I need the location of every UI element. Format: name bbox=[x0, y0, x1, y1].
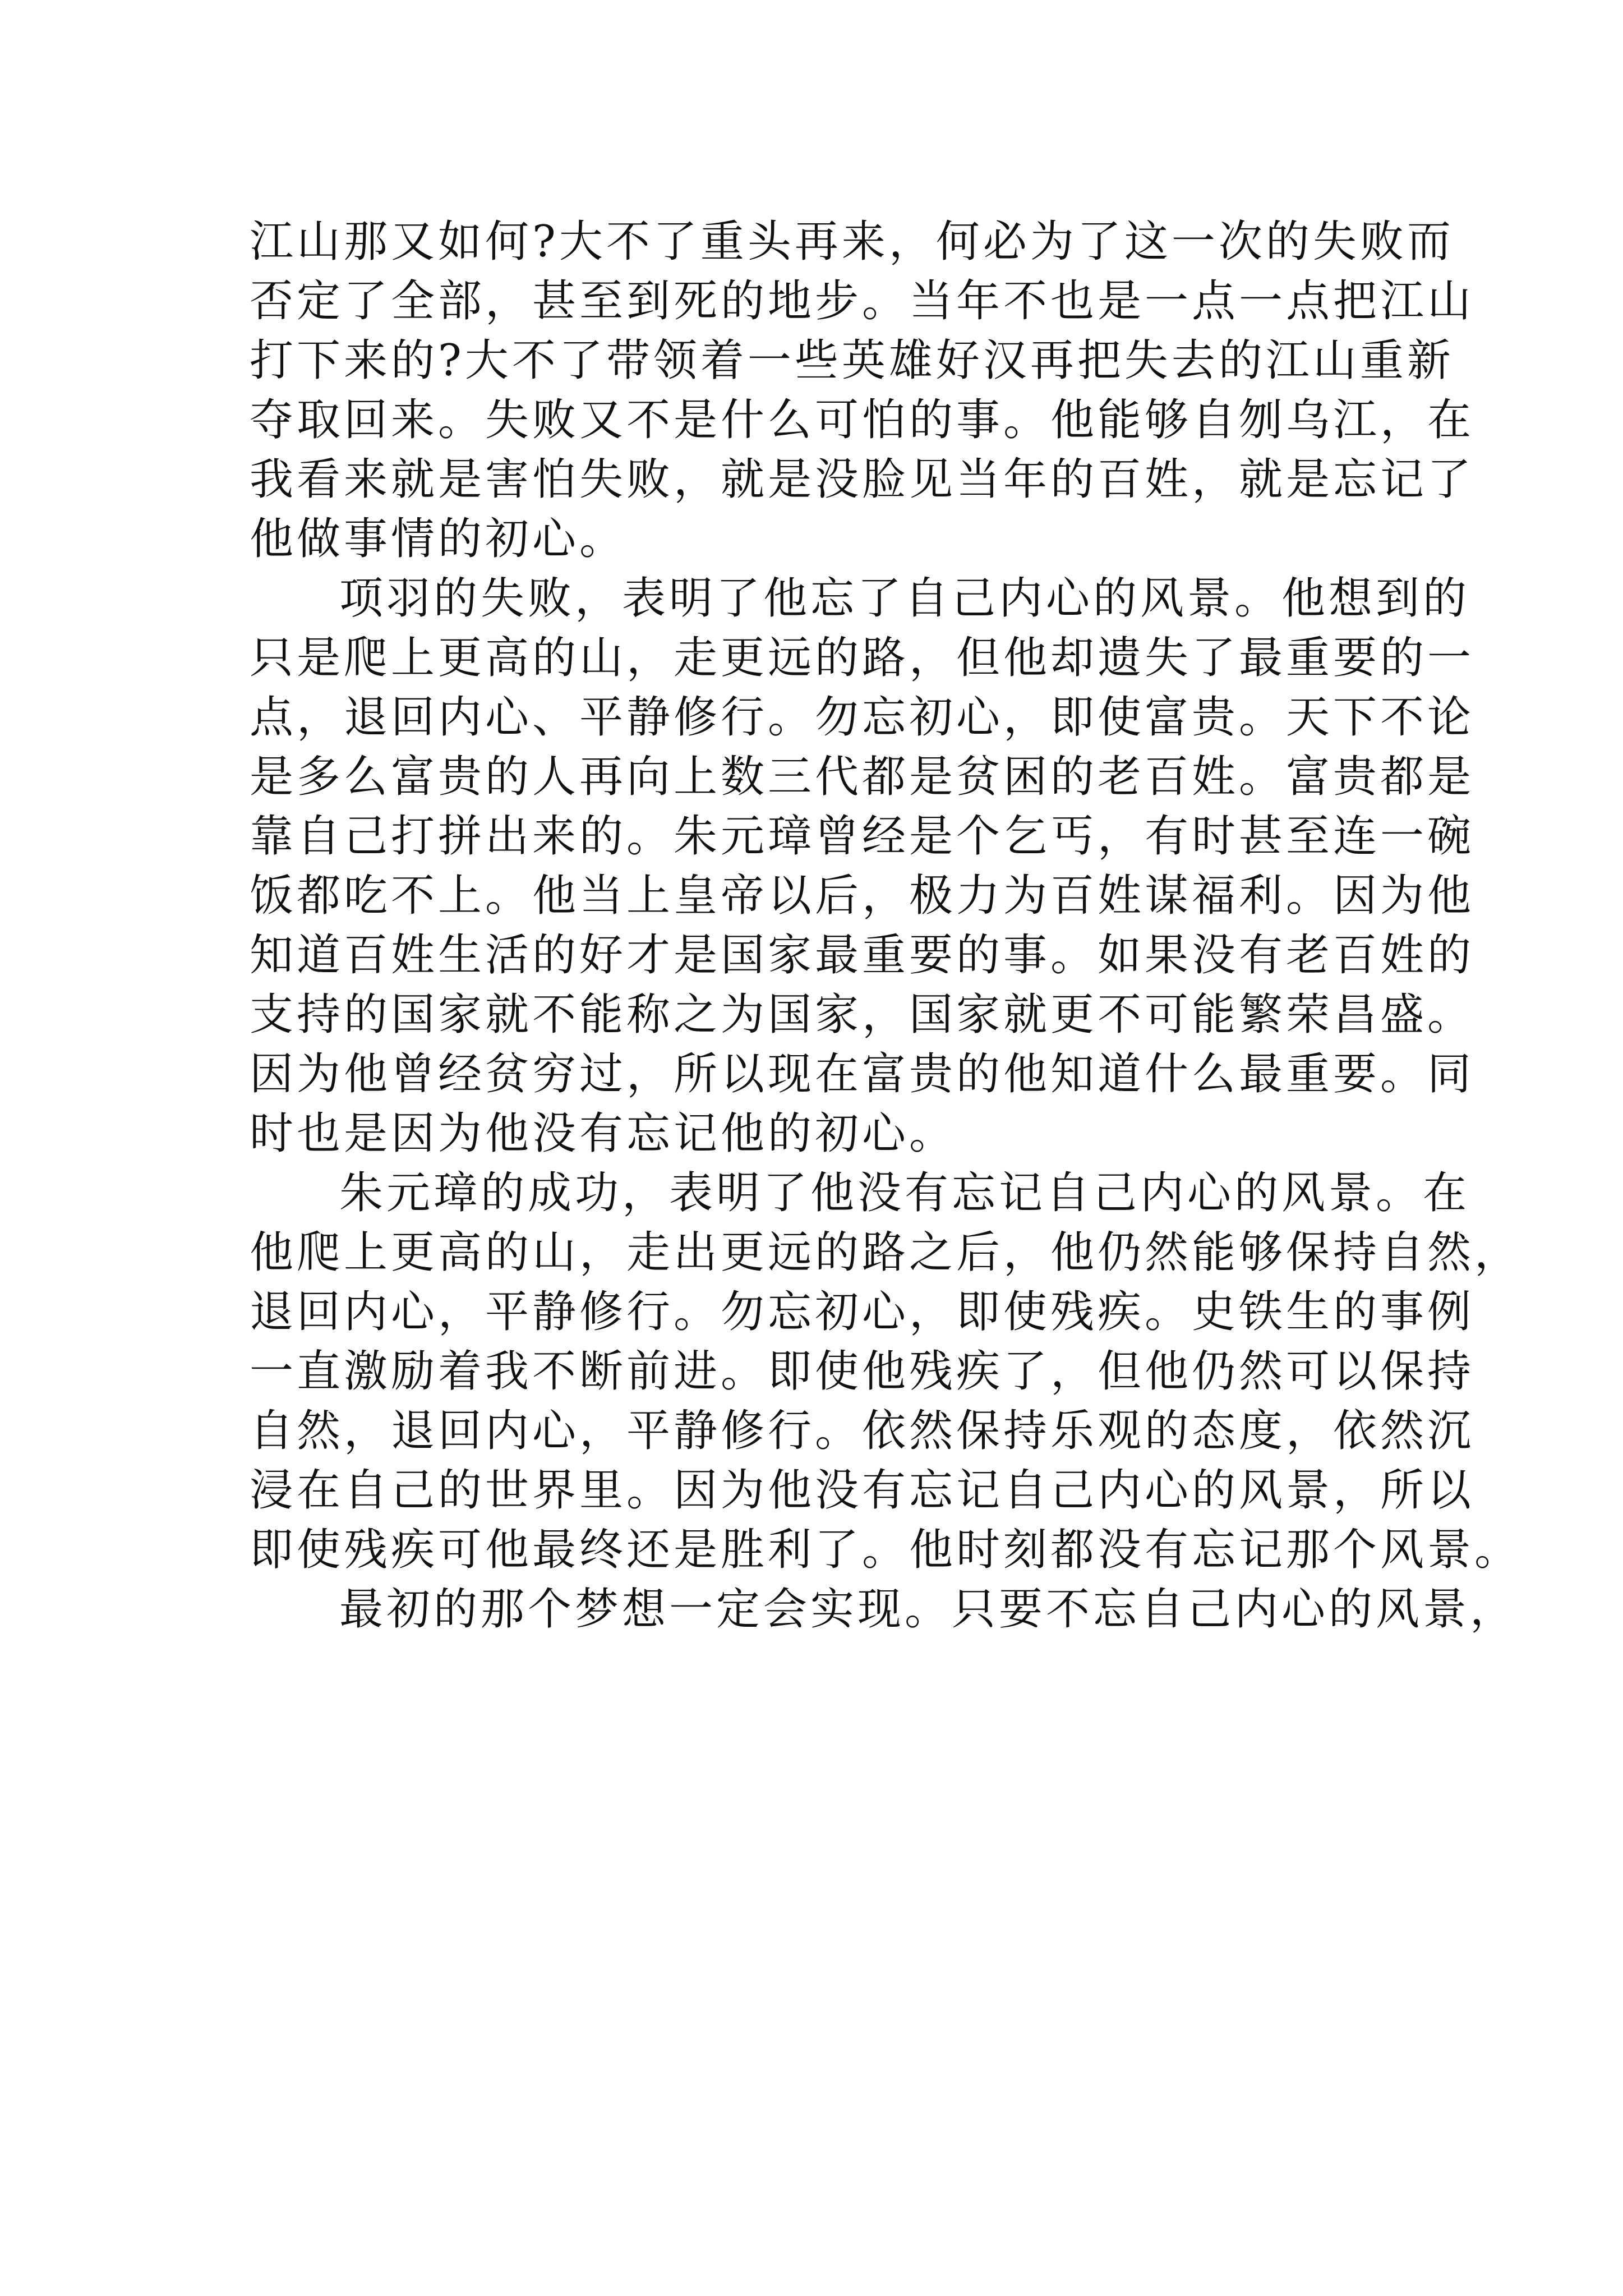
text-line: 我看来就是害怕失败，就是没脸见当年的百姓，就是忘记了 bbox=[250, 454, 1475, 505]
text-line: 支持的国家就不能称之为国家，国家就更不可能繁荣昌盛。 bbox=[250, 990, 1475, 1040]
text-line: 饭都吃不上。他当上皇帝以后，极力为百姓谋福利。因为他 bbox=[250, 871, 1475, 921]
text-line: 否定了全部，甚至到死的地步。当年不也是一点一点把江山 bbox=[250, 276, 1475, 326]
paragraph-start-line: 朱元璋的成功，表明了他没有忘记自己内心的风景。在 bbox=[339, 1168, 1470, 1218]
text-line: 靠自己打拼出来的。朱元璋曾经是个乞丐，有时甚至连一碗 bbox=[250, 811, 1475, 862]
text-line: 夺取回来。失败又不是什么可怕的事。他能够自刎乌江，在 bbox=[250, 395, 1475, 445]
text-line: 浸在自己的世界里。因为他没有忘记自己内心的风景，所以 bbox=[250, 1465, 1475, 1516]
text-line: 知道百姓生活的好才是国家最重要的事。如果没有老百姓的 bbox=[250, 930, 1475, 981]
text-line: 江山那又如何?大不了重头再来，何必为了这一次的失败而 bbox=[250, 217, 1454, 267]
paragraph-start-line: 项羽的失败，表明了他忘了自己内心的风景。他想到的 bbox=[339, 573, 1470, 624]
text-line: 他爬上更高的山，走出更远的路之后，他仍然能够保持自然， bbox=[250, 1227, 1522, 1278]
text-line: 自然，退回内心，平静修行。依然保持乐观的态度，依然沉 bbox=[250, 1406, 1475, 1456]
text-line: 退回内心，平静修行。勿忘初心，即使残疾。史铁生的事例 bbox=[250, 1287, 1475, 1337]
paragraph-start-line: 最初的那个梦想一定会实现。只要不忘自己内心的风景， bbox=[339, 1584, 1518, 1635]
text-line: 点，退回内心、平静修行。勿忘初心，即使富贵。天下不论 bbox=[250, 692, 1475, 743]
text-line: 打下来的?大不了带领着一些英雄好汉再把失去的江山重新 bbox=[250, 335, 1454, 386]
text-line: 他做事情的初心。 bbox=[250, 514, 627, 564]
text-line: 即使残疾可他最终还是胜利了。他时刻都没有忘记那个风景。 bbox=[250, 1525, 1522, 1575]
text-line: 时也是因为他没有忘记他的初心。 bbox=[250, 1108, 957, 1159]
text-line: 只是爬上更高的山，走更远的路，但他却遗失了最重要的一 bbox=[250, 633, 1475, 683]
text-line: 一直激励着我不断前进。即使他残疾了，但他仍然可以保持 bbox=[250, 1346, 1475, 1397]
essay-body bbox=[250, 212, 1522, 1639]
text-line: 因为他曾经贫穷过，所以现在富贵的他知道什么最重要。同 bbox=[250, 1049, 1475, 1099]
text-line: 是多么富贵的人再向上数三代都是贫困的老百姓。富贵都是 bbox=[250, 752, 1475, 802]
